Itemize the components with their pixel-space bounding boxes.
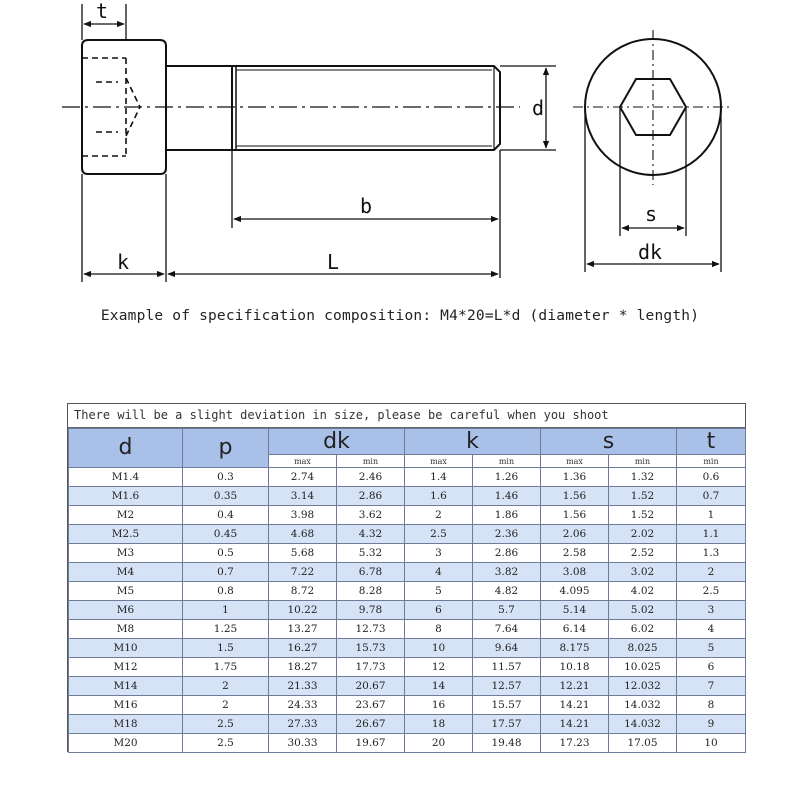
cell-size: M8	[69, 620, 183, 639]
dimension-k-l	[82, 174, 498, 282]
cell-t-min: 6	[677, 658, 746, 677]
cell-dk-max: 8.72	[269, 582, 337, 601]
cell-pitch: 1.75	[183, 658, 269, 677]
cell-s-min: 4.02	[609, 582, 677, 601]
cell-s-max: 2.06	[541, 525, 609, 544]
cell-s-max: 10.18	[541, 658, 609, 677]
cell-pitch: 2.5	[183, 715, 269, 734]
cell-t-min: 1	[677, 506, 746, 525]
cell-dk-min: 2.86	[337, 487, 405, 506]
subheader-t-min: min	[677, 455, 746, 468]
cell-pitch: 0.8	[183, 582, 269, 601]
cell-k-min: 19.48	[473, 734, 541, 753]
cell-pitch: 1.25	[183, 620, 269, 639]
table-row	[69, 734, 746, 753]
cell-k-min: 9.64	[473, 639, 541, 658]
cell-t-min: 4	[677, 620, 746, 639]
label-l: L	[327, 250, 340, 274]
cell-dk-max: 30.33	[269, 734, 337, 753]
cell-size: M2	[69, 506, 183, 525]
cell-pitch: 2	[183, 696, 269, 715]
cell-t-min: 3	[677, 601, 746, 620]
cell-dk-min: 9.78	[337, 601, 405, 620]
cell-s-min: 12.032	[609, 677, 677, 696]
cell-dk-max: 24.33	[269, 696, 337, 715]
cell-dk-min: 17.73	[337, 658, 405, 677]
dimension-d	[500, 66, 556, 150]
cell-k-min: 1.46	[473, 487, 541, 506]
cell-dk-min: 12.73	[337, 620, 405, 639]
cell-s-max: 12.21	[541, 677, 609, 696]
cell-dk-min: 2.46	[337, 468, 405, 487]
cell-size: M1.4	[69, 468, 183, 487]
cell-s-max: 17.23	[541, 734, 609, 753]
cell-dk-max: 7.22	[269, 563, 337, 582]
cell-t-min: 9	[677, 715, 746, 734]
cell-dk-min: 3.62	[337, 506, 405, 525]
cell-size: M14	[69, 677, 183, 696]
cell-k-min: 4.82	[473, 582, 541, 601]
cell-s-min: 8.025	[609, 639, 677, 658]
cell-k-min: 7.64	[473, 620, 541, 639]
subheader-s-min: min	[609, 455, 677, 468]
cell-t-min: 5	[677, 639, 746, 658]
cell-k-max: 18	[405, 715, 473, 734]
label-d: d	[532, 96, 545, 120]
cell-s-min: 2.02	[609, 525, 677, 544]
table-row	[69, 544, 746, 563]
cell-k-min: 5.7	[473, 601, 541, 620]
cell-pitch: 0.35	[183, 487, 269, 506]
cell-pitch: 1	[183, 601, 269, 620]
cell-size: M16	[69, 696, 183, 715]
table-row	[69, 563, 746, 582]
subheader-k-min: min	[473, 455, 541, 468]
subheader-dk-min: min	[337, 455, 405, 468]
cell-size: M10	[69, 639, 183, 658]
cell-k-min: 12.57	[473, 677, 541, 696]
cell-k-min: 1.86	[473, 506, 541, 525]
table-header-row	[69, 429, 746, 455]
cell-dk-min: 19.67	[337, 734, 405, 753]
cell-s-min: 10.025	[609, 658, 677, 677]
cell-k-max: 16	[405, 696, 473, 715]
cell-k-max: 4	[405, 563, 473, 582]
cell-size: M3	[69, 544, 183, 563]
cell-s-max: 14.21	[541, 715, 609, 734]
label-dk: dk	[638, 240, 663, 264]
subheader-k-max: max	[405, 455, 473, 468]
cell-size: M5	[69, 582, 183, 601]
cell-k-min: 2.86	[473, 544, 541, 563]
cell-dk-max: 3.98	[269, 506, 337, 525]
cell-dk-max: 2.74	[269, 468, 337, 487]
header-dk: dk	[269, 429, 405, 455]
screw-dimension-drawing	[0, 0, 800, 300]
cell-k-max: 6	[405, 601, 473, 620]
cell-s-max: 1.56	[541, 487, 609, 506]
label-t: t	[96, 0, 109, 23]
cell-s-max: 5.14	[541, 601, 609, 620]
cell-pitch: 0.3	[183, 468, 269, 487]
cell-k-min: 17.57	[473, 715, 541, 734]
cell-s-min: 3.02	[609, 563, 677, 582]
table-body	[69, 468, 746, 753]
cell-t-min: 2	[677, 563, 746, 582]
cell-dk-max: 16.27	[269, 639, 337, 658]
label-k: k	[117, 250, 130, 274]
cell-k-max: 10	[405, 639, 473, 658]
cell-k-max: 5	[405, 582, 473, 601]
cell-s-min: 1.52	[609, 487, 677, 506]
cell-k-min: 1.26	[473, 468, 541, 487]
cell-k-max: 12	[405, 658, 473, 677]
cell-k-max: 8	[405, 620, 473, 639]
table-row	[69, 696, 746, 715]
table-row	[69, 468, 746, 487]
cell-dk-min: 6.78	[337, 563, 405, 582]
cell-dk-max: 27.33	[269, 715, 337, 734]
end-view-centre-lines	[573, 30, 733, 185]
cell-s-min: 5.02	[609, 601, 677, 620]
cell-dk-min: 5.32	[337, 544, 405, 563]
table-row	[69, 506, 746, 525]
cell-size: M18	[69, 715, 183, 734]
cell-pitch: 2	[183, 677, 269, 696]
cell-size: M12	[69, 658, 183, 677]
cell-t-min: 0.7	[677, 487, 746, 506]
table-row	[69, 658, 746, 677]
cell-size: M6	[69, 601, 183, 620]
cell-s-max: 4.095	[541, 582, 609, 601]
cell-s-min: 1.32	[609, 468, 677, 487]
header-t: t	[677, 429, 746, 455]
cell-s-min: 14.032	[609, 715, 677, 734]
cell-dk-min: 20.67	[337, 677, 405, 696]
cell-dk-max: 21.33	[269, 677, 337, 696]
cell-pitch: 0.7	[183, 563, 269, 582]
label-b: b	[360, 194, 373, 218]
table-row	[69, 601, 746, 620]
cell-dk-min: 15.73	[337, 639, 405, 658]
cell-s-max: 3.08	[541, 563, 609, 582]
dimension-table	[67, 403, 746, 752]
cell-dk-max: 13.27	[269, 620, 337, 639]
cell-s-min: 2.52	[609, 544, 677, 563]
cell-s-max: 14.21	[541, 696, 609, 715]
cell-s-min: 17.05	[609, 734, 677, 753]
cell-t-min: 10	[677, 734, 746, 753]
cell-t-min: 1.1	[677, 525, 746, 544]
cell-s-max: 1.56	[541, 506, 609, 525]
cell-pitch: 0.5	[183, 544, 269, 563]
cell-pitch: 1.5	[183, 639, 269, 658]
cell-size: M4	[69, 563, 183, 582]
table-row	[69, 525, 746, 544]
cell-s-max: 8.175	[541, 639, 609, 658]
table-row	[69, 620, 746, 639]
header-s: s	[541, 429, 677, 455]
label-s: s	[645, 202, 658, 226]
cell-pitch: 0.4	[183, 506, 269, 525]
header-p: p	[183, 429, 269, 468]
cell-t-min: 7	[677, 677, 746, 696]
cell-t-min: 8	[677, 696, 746, 715]
cell-k-max: 2	[405, 506, 473, 525]
table-row	[69, 639, 746, 658]
cell-s-max: 2.58	[541, 544, 609, 563]
subheader-dk-max: max	[269, 455, 337, 468]
header-k: k	[405, 429, 541, 455]
cell-s-max: 6.14	[541, 620, 609, 639]
cell-dk-min: 26.67	[337, 715, 405, 734]
cell-dk-max: 4.68	[269, 525, 337, 544]
cell-k-max: 3	[405, 544, 473, 563]
cell-size: M2.5	[69, 525, 183, 544]
cell-dk-max: 5.68	[269, 544, 337, 563]
cell-size: M1.6	[69, 487, 183, 506]
cell-t-min: 2.5	[677, 582, 746, 601]
cell-s-min: 6.02	[609, 620, 677, 639]
cell-pitch: 0.45	[183, 525, 269, 544]
cell-k-min: 11.57	[473, 658, 541, 677]
cell-k-max: 14	[405, 677, 473, 696]
cell-s-min: 1.52	[609, 506, 677, 525]
cell-t-min: 0.6	[677, 468, 746, 487]
size-table	[68, 428, 746, 753]
cell-dk-max: 10.22	[269, 601, 337, 620]
cell-t-min: 1.3	[677, 544, 746, 563]
cell-k-min: 3.82	[473, 563, 541, 582]
cell-k-min: 15.57	[473, 696, 541, 715]
cell-k-max: 1.4	[405, 468, 473, 487]
subheader-s-max: max	[541, 455, 609, 468]
specification-caption: Example of specification composition: M4*20=L*d (diameter * length)	[100, 308, 700, 324]
cell-s-min: 14.032	[609, 696, 677, 715]
header-d: d	[69, 429, 183, 468]
table-row	[69, 582, 746, 601]
cell-k-max: 1.6	[405, 487, 473, 506]
cell-dk-min: 8.28	[337, 582, 405, 601]
cell-s-max: 1.36	[541, 468, 609, 487]
cell-dk-max: 18.27	[269, 658, 337, 677]
cell-pitch: 2.5	[183, 734, 269, 753]
cell-k-max: 2.5	[405, 525, 473, 544]
cell-size: M20	[69, 734, 183, 753]
cell-dk-min: 4.32	[337, 525, 405, 544]
table-row	[69, 715, 746, 734]
cell-k-min: 2.36	[473, 525, 541, 544]
table-row	[69, 487, 746, 506]
table-row	[69, 677, 746, 696]
table-notice: There will be a slight deviation in size, please be careful when you shoot	[68, 404, 745, 428]
cell-k-max: 20	[405, 734, 473, 753]
cell-dk-max: 3.14	[269, 487, 337, 506]
cell-dk-min: 23.67	[337, 696, 405, 715]
